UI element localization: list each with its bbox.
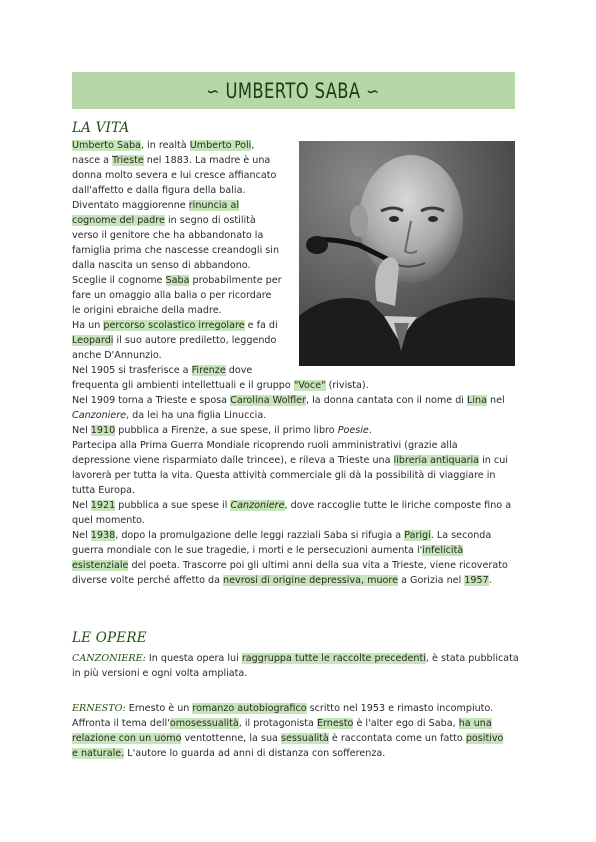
text-line: [72, 558, 524, 573]
highlighted-text: Saba: [165, 275, 190, 286]
text-line: [72, 513, 524, 528]
text-segment: nel: [487, 395, 505, 406]
highlighted-text: Carolina Wolfler: [230, 395, 306, 406]
text-segment: Poesie: [337, 425, 369, 436]
text-segment: . La seconda: [430, 530, 492, 541]
text-segment: tutta Europa.: [72, 485, 136, 496]
text-segment: verso il genitore che ha abbandonato la: [72, 230, 264, 241]
text-segment: ,: [251, 140, 255, 151]
text-line: [72, 408, 524, 423]
highlighted-text: omosessualità: [169, 718, 239, 729]
text-line: [72, 543, 524, 558]
highlighted-text: raggruppa tutte le raccolte precedenti: [241, 653, 426, 664]
text-line: [72, 378, 524, 393]
text-segment: donna molto severa e lui cresce affiancato: [72, 170, 277, 181]
text-line: [72, 288, 524, 303]
text-line: [72, 333, 524, 348]
highlighted-text: positivo: [465, 733, 504, 744]
section-heading-opere: LE OPERE: [72, 630, 147, 646]
text-segment: in cui: [479, 455, 508, 466]
text-line: [72, 198, 524, 213]
highlighted-text: Umberto Poli: [189, 140, 252, 151]
section-heading-vita: LA VITA: [72, 120, 130, 136]
text-line: [72, 348, 524, 363]
text-line: [72, 393, 524, 408]
text-segment: scritto nel 1953 e rimasto incompiuto.: [306, 703, 494, 714]
text-segment: ventottenne, la sua: [181, 733, 281, 744]
highlighted-text: nevrosi di origine depressiva, muore: [223, 575, 399, 586]
text-line: [72, 731, 524, 746]
highlighted-text: 1938: [90, 530, 116, 541]
text-segment: Ernesto è un: [125, 703, 193, 714]
highlighted-text: 1921: [90, 500, 116, 511]
text-segment: quel momento.: [72, 515, 145, 526]
text-segment: Sceglie il cognome: [72, 275, 166, 286]
text-segment: frequenta gli ambienti intellettuali e il gruppo: [72, 380, 294, 391]
text-segment: Canzoniere: [72, 410, 127, 421]
text-segment: a Gorizia nel: [398, 575, 465, 586]
highlighted-text: "Voce": [293, 380, 326, 391]
highlighted-text: sessualità: [280, 733, 329, 744]
highlighted-text: percorso scolastico irregolare: [103, 320, 245, 331]
right-ornament: ∽: [366, 78, 381, 103]
text-line: [72, 363, 524, 378]
highlighted-text: 1957: [464, 575, 489, 586]
page-title: [207, 79, 380, 103]
text-segment: il suo autore prediletto, leggendo: [113, 335, 277, 346]
title-banner: [72, 72, 515, 109]
text-segment: Diventato maggiorenne: [72, 200, 189, 211]
text-segment: , da lei ha una figlia Linuccia.: [126, 410, 267, 421]
highlighted-text: Canzoniere: [230, 500, 285, 511]
text-line: [72, 243, 524, 258]
text-segment: nel 1883. La madre è una: [143, 155, 271, 166]
text-segment: depressione viene risparmiato dalle trincee), e rileva a Trieste una: [72, 455, 394, 466]
text-segment: nasce a: [72, 155, 113, 166]
text-segment: Ha un: [72, 320, 104, 331]
highlighted-text: Leopardi: [72, 335, 114, 346]
highlighted-text: cognome del padre: [72, 215, 165, 226]
text-segment: , dove raccoglie tutte le liriche composte fino a: [284, 500, 512, 511]
text-segment: e fa di: [244, 320, 278, 331]
text-segment: del poeta. Trascorre poi gli ultimi anni della sua vita a Trieste, viene ricoverato: [128, 560, 508, 571]
highlighted-text: relazione con un uomo: [72, 733, 182, 744]
text-segment: , il protagonista: [238, 718, 317, 729]
highlighted-text: Trieste: [112, 155, 144, 166]
text-segment: L'autore lo guarda ad anni di distanza con sofferenza.: [124, 748, 386, 759]
title-text: UMBERTO SABA: [225, 78, 362, 103]
text-segment: guerra mondiale con le sue tragedie, i morti e le persecuzioni aumenta l': [72, 545, 423, 556]
text-line: [72, 666, 524, 681]
text-line: [72, 153, 524, 168]
text-segment: è raccontata come un fatto: [328, 733, 466, 744]
highlighted-text: Umberto Saba: [72, 140, 141, 151]
text-segment: dove: [225, 365, 253, 376]
text-segment: .: [368, 425, 372, 436]
highlighted-text: Lina: [467, 395, 487, 406]
text-line: [72, 468, 524, 483]
work-title: ERNESTO:: [72, 703, 126, 714]
text-segment: Nel 1909 torna a Trieste e sposa: [72, 395, 231, 406]
text-line: [72, 453, 524, 468]
text-segment: fare un omaggio alla balia o per ricordare: [72, 290, 272, 301]
text-line: [72, 183, 524, 198]
text-line: [72, 573, 524, 588]
text-segment: pubblica a sue spese il: [115, 500, 231, 511]
text-segment: pubblica a Firenze, a sue spese, il primo libro: [115, 425, 338, 436]
highlighted-text: 1910: [90, 425, 116, 436]
text-line: [72, 138, 524, 153]
text-segment: probabilmente per: [189, 275, 282, 286]
text-segment: Nel 1905 si trasferisce a: [72, 365, 192, 376]
text-segment: Affronta il tema dell': [72, 718, 170, 729]
vita-body: [72, 138, 524, 588]
text-line: [72, 701, 524, 716]
text-line: [72, 746, 524, 761]
left-ornament: ∽: [206, 78, 221, 103]
text-line: [72, 258, 524, 273]
text-line: [72, 423, 524, 438]
text-line: [72, 651, 524, 666]
text-segment: Nel: [72, 425, 91, 436]
highlighted-text: ha una: [458, 718, 492, 729]
work-title: CANZONIERE:: [72, 653, 146, 664]
text-segment: .: [488, 575, 492, 586]
highlighted-text: Ernesto: [316, 718, 354, 729]
highlighted-text: Firenze: [191, 365, 226, 376]
text-segment: , la donna cantata con il nome di: [306, 395, 468, 406]
text-line: [72, 303, 524, 318]
text-segment: Partecipa alla Prima Guerra Mondiale ricoprendo ruoli amministrativi (grazie alla: [72, 440, 458, 451]
text-segment: (rivista).: [325, 380, 369, 391]
text-segment: diverse volte perché affetto da: [72, 575, 224, 586]
text-segment: è l'alter ego di Saba,: [353, 718, 459, 729]
highlighted-text: romanzo autobiografico: [192, 703, 307, 714]
text-segment: Nel: [72, 500, 91, 511]
text-line: [72, 168, 524, 183]
text-line: [72, 498, 524, 513]
text-line: [72, 213, 524, 228]
highlighted-text: Parigi: [404, 530, 431, 541]
text-line: [72, 318, 524, 333]
text-segment: dalla nascita un senso di abbandono.: [72, 260, 251, 271]
text-segment: anche D'Annunzio.: [72, 350, 162, 361]
text-segment: In questa opera lui: [145, 653, 242, 664]
highlighted-text: esistenziale: [72, 560, 129, 571]
text-segment: famiglia prima che nascesse creandogli sin: [72, 245, 280, 256]
ernesto-paragraph: [72, 701, 524, 761]
canzoniere-paragraph: [72, 651, 524, 681]
text-segment: in più versioni e ogni volta ampliata.: [72, 668, 248, 679]
text-line: [72, 528, 524, 543]
text-segment: le origini ebraiche della madre.: [72, 305, 222, 316]
text-segment: dall'affetto e dalla figura della balia.: [72, 185, 246, 196]
text-line: [72, 483, 524, 498]
text-segment: Nel: [72, 530, 91, 541]
highlighted-text: libreria antiquaria: [393, 455, 480, 466]
text-line: [72, 228, 524, 243]
highlighted-text: rinuncia al: [188, 200, 239, 211]
text-segment: in segno di ostilità: [164, 215, 256, 226]
text-line: [72, 716, 524, 731]
highlighted-text: e naturale.: [72, 748, 125, 759]
text-segment: , è stata pubblicata: [425, 653, 519, 664]
text-segment: lavorerà per tutta la vita. Questa attività commerciale gli dà la possibilità di viaggiare in: [72, 470, 496, 481]
text-line: [72, 438, 524, 453]
text-line: [72, 273, 524, 288]
text-segment: , in realtà: [140, 140, 190, 151]
highlighted-text: infelicità: [422, 545, 464, 556]
text-segment: , dopo la promulgazione delle leggi razziali Saba si rifugia a: [115, 530, 405, 541]
